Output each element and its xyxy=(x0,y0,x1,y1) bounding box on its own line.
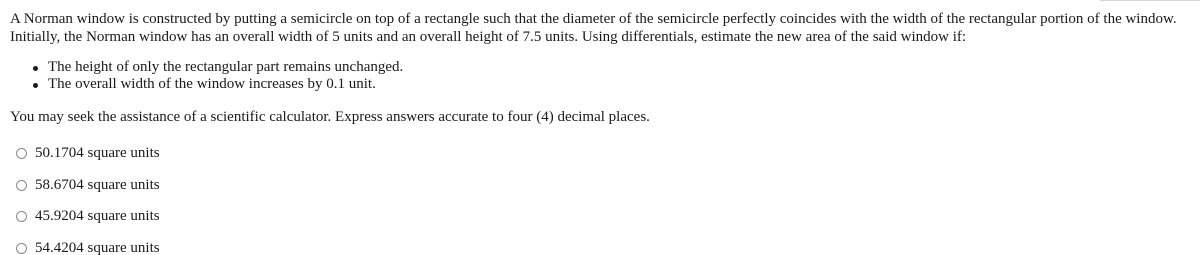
question-text: A Norman window is constructed by putting a semicircle on top of a rectangle such that the diameter of the semicircle perfectly coincides with the width of the rectangular portion of the window. Initially, the Norman window has an overall width of 5 units and an overall height of 7.5 units. Using differentials, estimate the new area of the said window if: xyxy=(10,11,1177,45)
answer-options xyxy=(16,138,160,255)
radio-button[interactable] xyxy=(16,180,27,191)
conditions-list xyxy=(33,59,403,93)
option-label[interactable]: 50.1704 square units xyxy=(35,145,160,162)
radio-button[interactable] xyxy=(16,148,27,159)
radio-button[interactable] xyxy=(16,243,27,254)
radio-button[interactable] xyxy=(16,211,27,222)
option-label[interactable]: 54.4204 square units xyxy=(35,239,160,255)
option-label[interactable]: 45.9204 square units xyxy=(35,208,160,225)
question-prompt xyxy=(10,10,1195,46)
answer-option-4[interactable] xyxy=(16,233,160,255)
condition-item: The overall width of the window increases by 0.1 unit. xyxy=(33,76,403,93)
condition-item: The height of only the rectangular part remains unchanged. xyxy=(33,59,403,76)
answer-option-1[interactable] xyxy=(16,138,160,170)
top-divider xyxy=(1100,0,1200,1)
answer-option-2[interactable] xyxy=(16,170,160,202)
option-label[interactable]: 58.6704 square units xyxy=(35,176,160,193)
answer-option-3[interactable] xyxy=(16,201,160,233)
instruction-text: You may seek the assistance of a scientific calculator. Express answers accurate to four (4) decimal places. xyxy=(10,109,650,125)
